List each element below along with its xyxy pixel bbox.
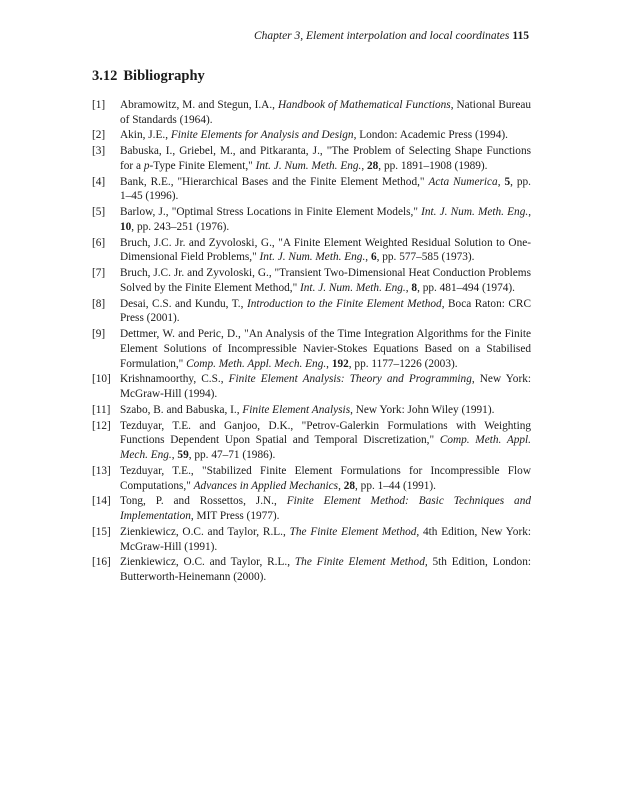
reference-volume: 28	[343, 479, 356, 492]
reference-item	[92, 128, 531, 143]
reference-fragment: , pp. 1–45 (1996).	[120, 175, 531, 203]
reference-item	[92, 419, 531, 463]
reference-volume: 5	[504, 175, 511, 188]
reference-italic-fragment: Comp. Meth. Appl. Mech. Eng.	[186, 357, 327, 370]
reference-item	[92, 327, 531, 371]
reference-text	[120, 555, 531, 585]
reference-item	[92, 525, 531, 555]
reference-fragment: ,	[405, 281, 412, 294]
reference-fragment: Zienkiewicz, O.C. and Taylor, R.L.,	[120, 556, 295, 569]
reference-fragment: , National Bureau of Standards (1964).	[120, 99, 531, 126]
reference-number: [3]	[92, 145, 106, 158]
reference-text	[120, 372, 531, 402]
reference-italic-fragment: Int. J. Num. Meth. Eng.	[255, 159, 362, 172]
reference-fragment: ,	[326, 357, 332, 370]
reference-number: [2]	[92, 129, 106, 142]
reference-number: [10]	[92, 373, 111, 386]
reference-italic-fragment: Finite Element Analysis	[242, 403, 351, 416]
section-number: 3.12	[92, 68, 118, 84]
reference-text	[120, 98, 531, 128]
running-title: Chapter 3, Element interpolation and local coordinates	[253, 30, 510, 42]
reference-number: [11]	[92, 403, 111, 416]
reference-fragment: , New York: John Wiley (1991).	[350, 403, 495, 416]
reference-item	[92, 494, 531, 524]
reference-fragment: Tezduyar, T.E. and Ganjoo, D.K., "Petrov-Galerkin Formulations with Weighting Functions Dependent Upon Spatial and Temporal Discretization,"	[120, 419, 531, 447]
reference-fragment: , pp. 577–585 (1973).	[376, 251, 475, 264]
reference-fragment: Barlow, J., "Optimal Stress Locations in Finite Element Models,"	[120, 206, 422, 219]
reference-text	[120, 419, 531, 463]
reference-fragment: Bank, R.E., "Hierarchical Bases and the Finite Element Method,"	[120, 175, 429, 188]
section-heading: Bibliography	[123, 68, 205, 84]
reference-fragment: Akin, J.E.,	[120, 129, 171, 142]
reference-text	[120, 297, 531, 327]
reference-italic-fragment: Int. J. Num. Meth. Eng.	[421, 206, 529, 219]
reference-number: [6]	[92, 236, 106, 249]
reference-text	[120, 144, 531, 174]
reference-item	[92, 98, 531, 128]
reference-number: [5]	[92, 206, 106, 219]
reference-fragment: Tezduyar, T.E., "Stabilized Finite Element Formulations for Incompressible Flow Computations,"	[120, 464, 531, 492]
reference-number: [4]	[92, 175, 106, 188]
reference-volume: 192	[331, 357, 349, 370]
reference-fragment: ,	[338, 479, 344, 492]
reference-item	[92, 464, 531, 494]
reference-fragment: Tong, P. and Rossettos, J.N.,	[120, 495, 287, 508]
reference-fragment: , pp. 1–44 (1991).	[355, 479, 436, 492]
reference-italic-fragment: Advances in Applied Mechanics	[193, 479, 339, 492]
reference-number: [1]	[92, 99, 106, 111]
reference-item	[92, 297, 531, 327]
reference-item	[92, 236, 531, 266]
reference-number: [16]	[92, 556, 111, 569]
reference-fragment: 5th Edition, London: Butterworth-Heinemann (2000).	[120, 556, 531, 584]
reference-fragment: Desai, C.S. and Kundu, T.,	[120, 297, 247, 310]
reference-fragment: Bruch, J.C. Jr. and Zyvoloski, G., "Transient Two-Dimensional Heat Conduction Problems Solved by the Finite Element Method,"	[120, 267, 531, 294]
reference-fragment: -Type Finite Element,"	[149, 159, 256, 172]
reference-item	[92, 555, 531, 585]
reference-number: [14]	[92, 495, 111, 508]
reference-fragment: , London: Academic Press (1994).	[353, 129, 508, 142]
reference-text	[120, 175, 531, 205]
reference-fragment: , MIT Press (1977).	[190, 510, 280, 523]
reference-fragment: ,	[361, 159, 367, 172]
reference-fragment: , pp. 481–494 (1974).	[417, 281, 515, 294]
reference-fragment: Zienkiewicz, O.C. and Taylor, R.L.,	[120, 525, 290, 538]
reference-fragment: Szabo, B. and Babuska, I.,	[120, 403, 243, 416]
reference-italic-fragment: Finite Elements for Analysis and Design	[170, 129, 354, 142]
reference-italic-fragment: The Finite Element Method,	[289, 525, 420, 538]
reference-fragment: Abramowitz, M. and Stegun, I.A.,	[120, 99, 278, 111]
running-header	[254, 30, 529, 42]
section-title	[92, 68, 205, 85]
reference-italic-fragment: Int. J. Num. Meth. Eng.	[300, 281, 406, 294]
reference-italic-fragment: Comp. Meth. Appl. Mech. Eng.	[120, 434, 531, 462]
reference-text	[120, 327, 531, 371]
reference-volume: 59	[177, 449, 189, 462]
reference-italic-fragment: Introduction to the Finite Element Method	[246, 297, 442, 310]
reference-fragment: ,	[171, 449, 178, 462]
reference-item	[92, 144, 531, 174]
reference-italic-fragment: The Finite Element Method,	[294, 556, 428, 569]
reference-fragment: Krishnamoorthy, C.S.,	[120, 373, 229, 386]
reference-number: [12]	[92, 419, 111, 432]
reference-text	[120, 128, 531, 143]
page-number: 115	[512, 30, 529, 42]
reference-fragment: , Boca Raton: CRC Press (2001).	[120, 297, 531, 325]
reference-number: [13]	[92, 464, 111, 477]
reference-italic-fragment: Int. J. Num. Meth. Eng.	[259, 251, 366, 264]
reference-volume: 28	[367, 159, 379, 172]
reference-fragment: ,	[365, 251, 371, 264]
reference-item	[92, 372, 531, 402]
reference-fragment: , pp. 47–71 (1986).	[188, 449, 276, 462]
reference-fragment: ,	[497, 175, 505, 188]
reference-volume: 6	[370, 251, 377, 264]
reference-volume: 10	[120, 220, 132, 233]
reference-italic-fragment: Handbook of Mathematical Functions	[277, 99, 451, 111]
reference-fragment: , pp. 1891–1908 (1989).	[378, 159, 488, 172]
reference-italic-fragment: p	[143, 159, 150, 172]
reference-number: [9]	[92, 328, 106, 341]
reference-item	[92, 205, 531, 235]
reference-fragment: , New York: McGraw-Hill (1994).	[120, 373, 532, 401]
reference-fragment: Babuska, I., Griebel, M., and Pitkaranta, J., "The Problem of Selecting Shape Functions for a	[120, 145, 531, 172]
reference-text	[120, 403, 531, 418]
reference-fragment: , pp. 243–251 (1976).	[131, 220, 230, 233]
reference-item	[92, 266, 531, 296]
reference-italic-fragment: Acta Numerica	[428, 175, 498, 188]
reference-text	[120, 266, 531, 296]
reference-text	[120, 236, 531, 266]
reference-fragment: Dettmer, W. and Peric, D., "An Analysis of the Time Integration Algorithms for the Finite Element Solutions of Incompressible Navier-Stokes Equations Based on a Stabilised Formulation,"	[120, 328, 531, 370]
reference-volume: 8	[411, 281, 418, 294]
reference-text	[120, 205, 531, 235]
reference-fragment: , pp. 1177–1226 (2003).	[348, 357, 458, 370]
reference-text	[120, 525, 531, 555]
reference-item	[92, 403, 531, 418]
reference-number: [8]	[92, 297, 106, 310]
reference-italic-fragment: Finite Element Method: Basic Techniques and Implementation	[120, 495, 531, 523]
reference-text	[120, 464, 531, 494]
reference-item	[92, 175, 531, 205]
reference-italic-fragment: Finite Element Analysis: Theory and Programming	[228, 373, 472, 386]
reference-number: [7]	[92, 267, 106, 280]
reference-fragment: 4th Edition, New York: McGraw-Hill (1991).	[120, 525, 531, 553]
reference-fragment: ,	[528, 206, 532, 219]
reference-number: [15]	[92, 525, 111, 538]
reference-list	[92, 98, 531, 586]
reference-fragment: Bruch, J.C. Jr. and Zyvoloski, G., "A Finite Element Weighted Residual Solution to One-Dimensional Field Problems,"	[120, 236, 531, 264]
reference-text	[120, 494, 531, 524]
